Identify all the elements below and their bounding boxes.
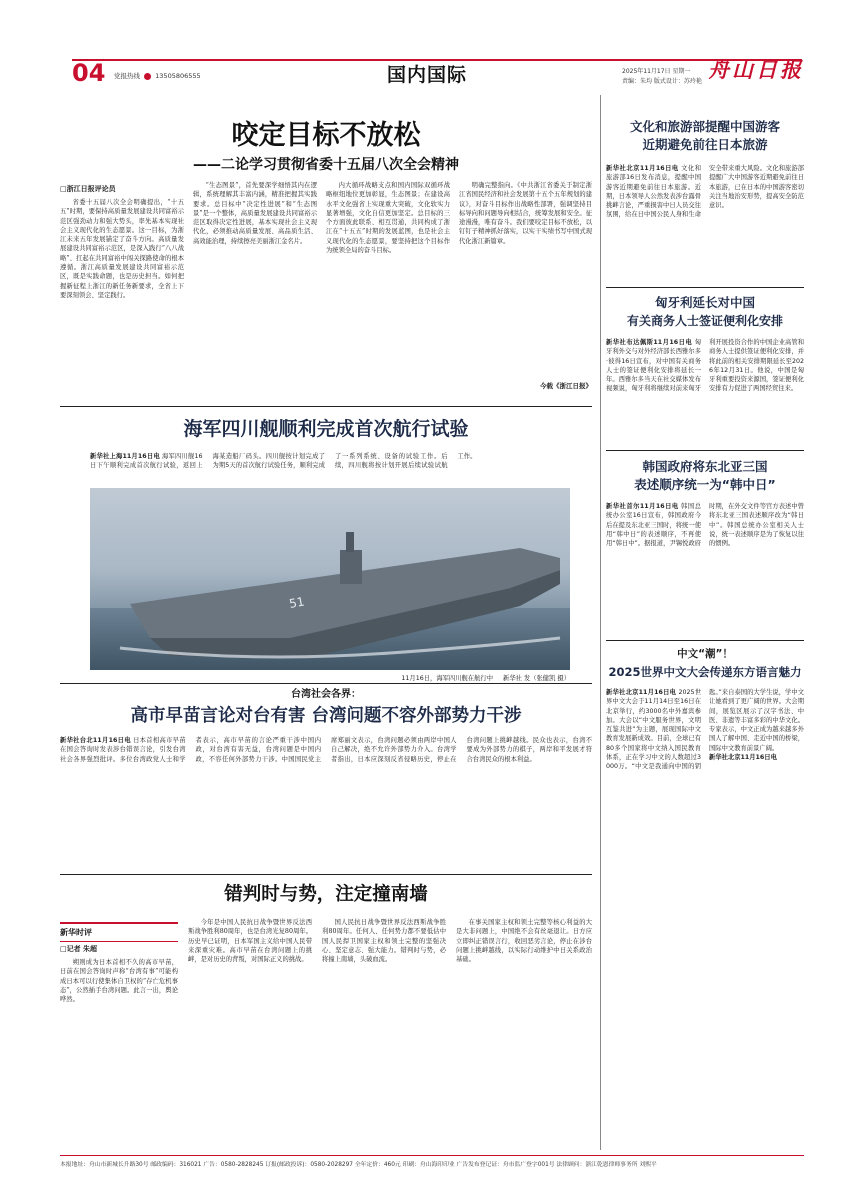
- commentary-col-4-text: 在事关国家主权和领土完整等核心利益的大是大非问题上，中国绝不会有丝毫退让。日方应立即纠正错误言行，收回恶劣言论，停止在涉台问题上挑衅越线，以实际行动维护中日关系政治基础。: [456, 919, 592, 964]
- right-top-body: [606, 164, 804, 274]
- ship-caption: [90, 673, 570, 682]
- svg-text:51: 51: [288, 594, 306, 611]
- footer-address: 本报地址：舟山市新城长升路30号 邮政编码：316021 广告：0580-2828245 订报(邮政投诉)：0580-2028297 全年定价：460元 印刷：舟山海印印业 广告发布登记证：舟市监广登字001号 法律顾问：浙江乾恩律师事务所 刘熙平: [60, 1162, 657, 1168]
- right-mid-byline: 新华社布达佩斯11月16日电: [606, 339, 693, 346]
- chinese-title: 2025世界中文大会传递东方语言魅力: [608, 665, 802, 679]
- commentary-col-2: [188, 918, 312, 1148]
- staff-line: 责编：朱均 版式设计：苏玲艳: [622, 78, 702, 85]
- right-mid-title-1: 匈牙利延长对中国: [654, 295, 755, 310]
- lead-article: [60, 115, 592, 405]
- right-mid-article: [606, 294, 804, 444]
- hotline-number: 13505806555: [155, 72, 201, 80]
- commentary-col-1-text: 朔则成为日本首相不久的高市早苗，日前在国会答询时声称“台湾有事”可能构成日本可以行使集体自卫权的“存亡危机事态”，公然插手台湾问题。此言一出，舆论哗然。: [60, 959, 178, 1004]
- chinese-text: 2025世界中文大会于11月14日至16日在北京举行，约3000名中外嘉宾参加。大会以“中文服务世界，文明互鉴共进”为主题，展现国际中文教育发展新成效。目前，全球已有80多个国家将中文纳入国民教育体系，正在学习中文的人数超过3000万。“中文是我通向中国的钥匙。”来自泰国的大学生说，学中文让她看到了更广阔的世界。大会期间，展览区展示了汉字书法、中医、非遗等丰富多彩的中华文化。专家表示，中文正成为越来越多外国人了解中国、走近中国的桥梁，国际中文教育前景广阔。: [606, 689, 804, 771]
- editor-line-label: 党报热线: [114, 72, 140, 80]
- taiwan-text: 日本首相高市早苗在国会答询时发表涉台错误言论，引发台湾社会各界强烈批评。多位台湾政党人士和学者表示，高市早苗的言论严重干涉中国内政，对台湾有害无益，台湾问题是中国内政，不容任何外部势力干涉。中国国民党主席郑丽文表示，台湾问题必须由两岸中国人自己解决，绝不允许外部势力介入。台湾学者指出，日本应深刻反省侵略历史，停止在台湾问题上挑衅越线。民众也表示，台湾不要成为外部势力的棋子，两岸和平发展才符合台湾民众的根本利益。: [60, 737, 592, 763]
- chinese-byline: 新华社北京11月16日电: [606, 689, 677, 696]
- taiwan-title: 高市早苗言论对台有害 台湾问题不容外部势力干涉: [130, 706, 522, 726]
- lead-col-3-text: 内大循环战略支点和国内国际双循环战略枢纽地位更加彰显，生态图景；在建设高水平文化强省上实现重大突破，文化软实力显著增强，文化自信更加坚定。总目标的三个方面彼此联系、相互贯通，共同构成了浙江在“十五五”时期的发展蓝图，也是社会主义现代化的生态愿景，要坚持把这个目标作为统领全局的奋斗目标。: [326, 182, 450, 255]
- right-lower-text: 韩国总统办公室16日宣布，韩国政府今后在提及东北亚三国时，将统一使用“韩中日”的表述顺序，不再使用“韩日中”。据报道，尹锡悦政府时期，在外交文件等官方表述中曾将东北亚三国表述顺序改为“韩日中”。韩国总统办公室相关人士说，统一表述顺序是为了恢复以往的惯例。: [606, 503, 804, 548]
- commentary-author: □记者 朱超: [60, 945, 98, 953]
- taiwan-kicker: 台湾社会各界：: [291, 689, 361, 700]
- ship-photo-credit: 新华社 发（张健凯 摄）: [503, 675, 570, 682]
- commentary-column-tag: [60, 922, 178, 942]
- commentary-col-4: [456, 918, 592, 1148]
- right-lower-title-2: 表述顺序统一为“韩中日”: [634, 477, 776, 492]
- commentary-title: 错判时与势，注定撞南墙: [224, 884, 428, 905]
- right-lower-article: [606, 458, 804, 630]
- ship-title: 海军四川舰顺利完成首次航行试验: [183, 418, 469, 440]
- divider-ship: [60, 683, 592, 684]
- right-top-title-2: 近期避免前往日本旅游: [642, 137, 768, 152]
- divider-right-2: [606, 450, 804, 451]
- lead-subtitle: ——二论学习贯彻省委十五届八次全会精神: [193, 157, 459, 173]
- header-editor-line: [114, 71, 224, 80]
- commentary-col-1: [60, 958, 178, 1148]
- right-lower-title-1: 韩国政府将东北亚三国: [642, 459, 768, 474]
- chinese-kicker: 中文“潮”！: [677, 648, 733, 660]
- ship-article: [60, 408, 592, 708]
- footer-rule: [60, 1155, 804, 1156]
- ship-byline: 新华社上海11月16日电: [90, 453, 160, 460]
- aircraft-carrier-photo: [90, 488, 570, 670]
- commentary-article: [60, 878, 592, 1150]
- masthead: 舟山日报: [708, 57, 804, 82]
- lead-col-2-text: “生态图景”，首先要深学细悟其内在逻辑，系统理解其丰富内涵，精准把握其实践要求。总目标中“决定性进展”和“生态图景”是一个整体，高质量发展建设共同富裕示范区取得决定性进展，基本实现社会主义现代化，必须推动高质量发展、高品质生活、高效能治理，持续擦亮美丽浙江金名片。: [193, 182, 317, 245]
- commentary-col-3-text: 国人民抗日战争暨世界反法西斯战争胜利80周年。任何人、任何势力都不要低估中国人民捍卫国家主权和领土完整的坚强决心、坚定意志、强大能力。错判时与势，必将撞上南墙，头破血流。: [322, 919, 446, 964]
- taiwan-byline: 新华社台北11月16日电: [60, 737, 131, 744]
- commentary-col-3: [322, 918, 446, 1148]
- ship-illustration: [90, 488, 570, 670]
- lead-col-4: [459, 181, 592, 381]
- lead-col-2: [193, 181, 317, 393]
- date-line: 2025年11月17日 星期一: [622, 68, 691, 75]
- right-top-byline: 新华社北京11月16日电: [606, 165, 679, 172]
- ship-text: 海军四川舰16日下午顺利完成首次航行试验，返回上海某造船厂码头。四川舰按计划完成了为期5天的首次航行试验任务，顺利完成了一系列系统、设备的试验工作。后续，四川舰将按计划开展后续试验试航工作。: [90, 453, 477, 470]
- column-name: 新华时评: [60, 922, 178, 942]
- taiwan-body: [60, 736, 592, 866]
- taiwan-article: [60, 688, 592, 873]
- chinese-article: [606, 646, 804, 1150]
- ship-caption-text: 11月16日，海军四川舰在航行中: [401, 675, 493, 682]
- right-top-article: [606, 118, 804, 278]
- right-top-title-1: 文化和旅游部提醒中国游客: [629, 119, 780, 134]
- lead-col-1-text: 省委十五届八次全会明确提出，“十五五”时期，要保持高质量发展建设共同富裕示范区强劲动力和强大势头，率先基本实现社会主义现代化的生态愿景。这一目标，为浙江未来五年发展锚定了奋斗方向。高质量发展建设共同富裕示范区，是深入践行“八八战略”、扛起在共同富裕中闯关探路使命的根本遵循。浙江高质量发展建设共同富裕示范区，既是实践命题，也是历史担当。如何把握新征程上浙江的新任务新要求，全省上下要深刻领会、坚定践行。: [60, 199, 184, 299]
- divider-right-3: [606, 640, 804, 641]
- section-title: 国内国际: [386, 64, 467, 86]
- page-number: 04: [72, 59, 106, 87]
- right-lower-byline: 新华社首尔11月16日电: [606, 503, 679, 510]
- right-mid-text: 匈牙利外交与对外经济部长西雅尔多·彼得16日宣布，对中国有关商务人士的签证便利化安排将延长一年。西雅尔多当天在社交媒体发布视频说，匈牙利将继续对前来匈牙利开展投资合作的中国企业高管和商务人士提供签证便利化安排，并将此前的相关安排期限延长至2026年12月31日。他说，中国是匈牙利重要投资来源国，签证便利化安排有力促进了两国经贸往来。: [606, 339, 804, 393]
- ship-body: [90, 452, 570, 492]
- lead-col-3: [326, 181, 450, 393]
- chinese-end-byline: 新华社北京11月16日电: [709, 754, 777, 762]
- right-mid-body: [606, 338, 804, 438]
- right-top-text: 文化和旅游部16日发布消息，提醒中国游客近期避免前往日本旅游。近期，日本领导人公然发表涉台露骨挑衅言论，严重损害中日人员交往氛围，给在日中国公民人身和生命安全带来重大风险。文化和旅游部提醒广大中国游客近期避免前往日本旅游，已在日本的中国游客密切关注当地治安形势，提高安全防范意识。: [606, 165, 804, 219]
- lead-col-1: [60, 198, 184, 393]
- lead-source: 今载《浙江日报》: [540, 382, 592, 390]
- commentary-col-2-text: 今年是中国人民抗日战争暨世界反法西斯战争胜利80周年，也是台湾光复80周年。历史早已证明，日本军国主义给中国人民带来深重灾难。高市早苗在台湾问题上的挑衅，是对历史的背叛，对国际正义的挑战。: [188, 919, 312, 964]
- page-header: [0, 0, 842, 92]
- chinese-body: [606, 688, 804, 1143]
- column-divider-right: [600, 95, 601, 1150]
- lead-byline: □浙江日报评论员: [60, 185, 116, 193]
- lead-title: 咬定目标不放松: [231, 120, 421, 151]
- divider-right-1: [606, 287, 804, 288]
- phone-icon: [144, 73, 151, 80]
- lead-col-4-text: 明确完整指向。《中共浙江省委关于制定浙江省国民经济和社会发展第十五个五年规划的建议》，对奋斗目标作出战略性部署，强调坚持目标导向和问题导向相结合，统筹发展和安全。征途漫漫，唯有奋斗。我们要咬定目标不放松，以钉钉子精神抓好落实，以实干实绩书写中国式现代化浙江新篇章。: [459, 182, 592, 245]
- divider-taiwan: [60, 874, 592, 875]
- divider-lead: [60, 406, 592, 407]
- right-lower-body: [606, 502, 804, 620]
- right-mid-title-2: 有关商务人士签证便利化安排: [626, 314, 783, 328]
